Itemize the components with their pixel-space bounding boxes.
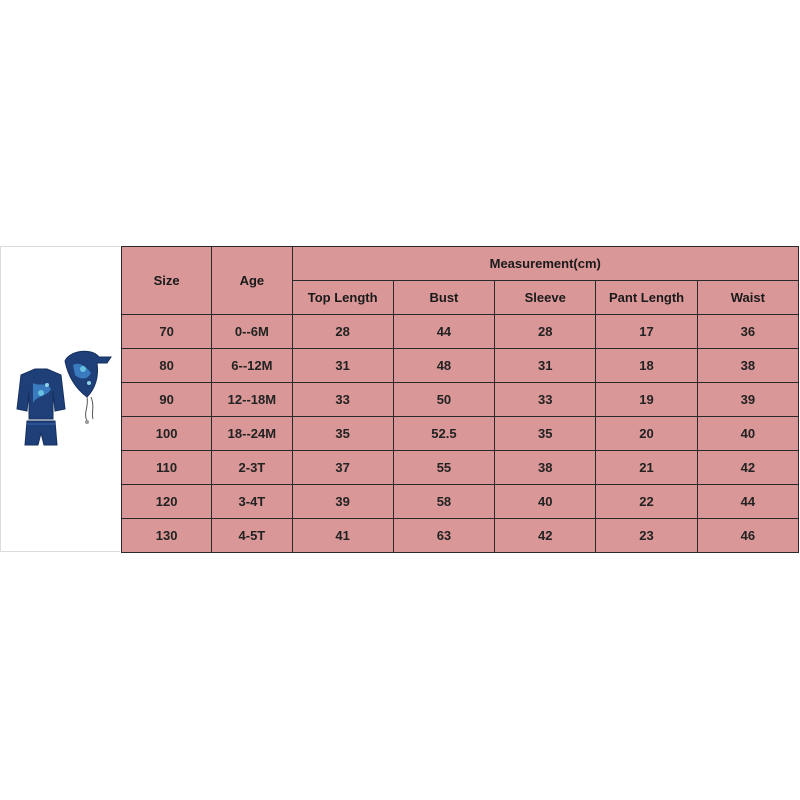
table-row <box>122 485 799 519</box>
size-chart-table <box>121 246 799 553</box>
cell-top-length: 39 <box>292 485 393 519</box>
cell-top-length: 35 <box>292 417 393 451</box>
cell-sleeve: 40 <box>495 485 596 519</box>
header-waist: Waist <box>697 281 798 315</box>
header-measurement-group: Measurement(cm) <box>292 247 799 281</box>
cell-size: 80 <box>122 349 212 383</box>
cell-size: 110 <box>122 451 212 485</box>
cell-top-length: 28 <box>292 315 393 349</box>
header-size: Size <box>122 247 212 315</box>
cell-bust: 50 <box>393 383 494 417</box>
cell-sleeve: 31 <box>495 349 596 383</box>
cell-top-length: 31 <box>292 349 393 383</box>
cell-pant-length: 17 <box>596 315 697 349</box>
cell-pant-length: 23 <box>596 519 697 553</box>
cell-sleeve: 33 <box>495 383 596 417</box>
header-top-length: Top Length <box>292 281 393 315</box>
table-header-row <box>122 247 799 281</box>
table-row <box>122 417 799 451</box>
cell-waist: 44 <box>697 485 798 519</box>
cell-sleeve: 28 <box>495 315 596 349</box>
cell-bust: 44 <box>393 315 494 349</box>
table-row <box>122 383 799 417</box>
cell-pant-length: 21 <box>596 451 697 485</box>
header-sleeve: Sleeve <box>495 281 596 315</box>
cell-bust: 48 <box>393 349 494 383</box>
cell-size: 70 <box>122 315 212 349</box>
cell-size: 120 <box>122 485 212 519</box>
cell-age: 6--12M <box>212 349 292 383</box>
table-row <box>122 349 799 383</box>
cell-size: 90 <box>122 383 212 417</box>
cell-age: 3-4T <box>212 485 292 519</box>
cell-pant-length: 19 <box>596 383 697 417</box>
cell-top-length: 41 <box>292 519 393 553</box>
product-image-panel <box>0 246 120 552</box>
table-row <box>122 519 799 553</box>
cell-age: 0--6M <box>212 315 292 349</box>
cell-bust: 58 <box>393 485 494 519</box>
cell-bust: 55 <box>393 451 494 485</box>
swimsuit-set-icon <box>7 347 117 457</box>
cell-waist: 42 <box>697 451 798 485</box>
cell-age: 2-3T <box>212 451 292 485</box>
cell-size: 100 <box>122 417 212 451</box>
cell-pant-length: 20 <box>596 417 697 451</box>
cell-pant-length: 18 <box>596 349 697 383</box>
cell-waist: 40 <box>697 417 798 451</box>
cell-sleeve: 38 <box>495 451 596 485</box>
cell-age: 18--24M <box>212 417 292 451</box>
header-bust: Bust <box>393 281 494 315</box>
cell-waist: 36 <box>697 315 798 349</box>
cell-age: 4-5T <box>212 519 292 553</box>
table-row <box>122 315 799 349</box>
header-pant-length: Pant Length <box>596 281 697 315</box>
cell-bust: 52.5 <box>393 417 494 451</box>
cell-sleeve: 42 <box>495 519 596 553</box>
header-age: Age <box>212 247 292 315</box>
cell-age: 12--18M <box>212 383 292 417</box>
cell-waist: 46 <box>697 519 798 553</box>
cell-pant-length: 22 <box>596 485 697 519</box>
cell-waist: 38 <box>697 349 798 383</box>
cell-top-length: 37 <box>292 451 393 485</box>
cell-sleeve: 35 <box>495 417 596 451</box>
cell-size: 130 <box>122 519 212 553</box>
table-row <box>122 451 799 485</box>
cell-top-length: 33 <box>292 383 393 417</box>
cell-bust: 63 <box>393 519 494 553</box>
cell-waist: 39 <box>697 383 798 417</box>
